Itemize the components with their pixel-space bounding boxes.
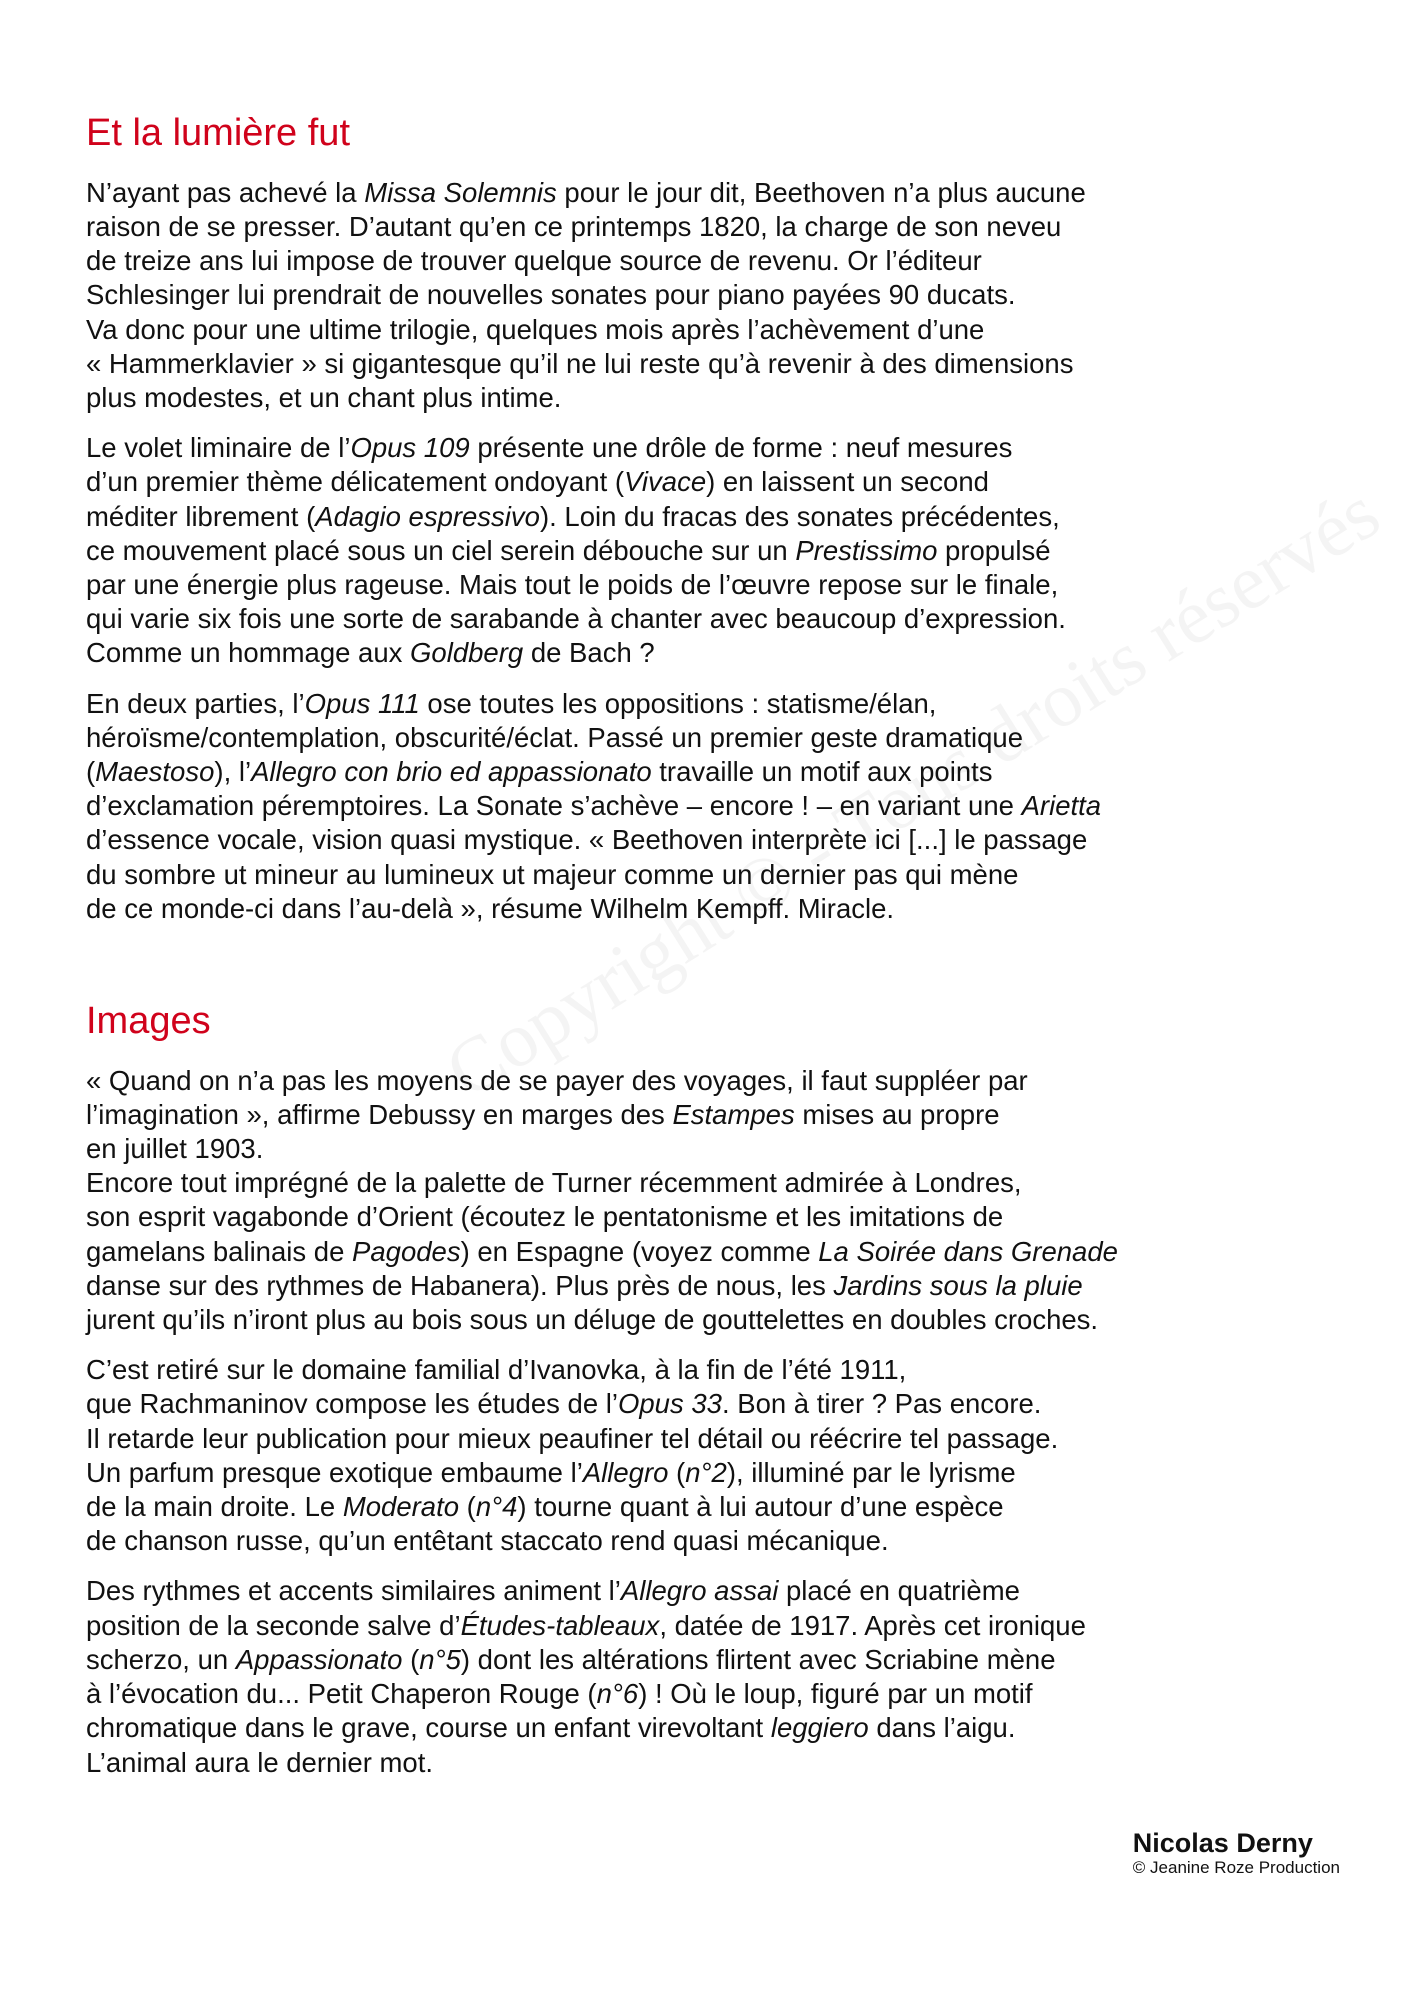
italic-work-title: Allegro	[582, 1456, 669, 1488]
author-name: Nicolas Derny	[1132, 1828, 1313, 1858]
section-images	[86, 1000, 1346, 1780]
text-line: Un parfum presque exotique embaume l’Allegro (n°2), illuminé par le lyrisme	[86, 1456, 1016, 1488]
italic-work-title: Allegro con brio ed appassionato	[251, 755, 652, 787]
text-line: « Quand on n’a pas les moyens de se payer des voyages, il faut suppléer par	[86, 1064, 1028, 1096]
text-line: plus modestes, et un chant plus intime.	[86, 381, 562, 413]
italic-work-title: Opus 33	[617, 1388, 722, 1420]
text-line: d’un premier thème délicatement ondoyant (Vivace) en laissent un second	[86, 466, 989, 498]
paragraph	[86, 431, 1346, 670]
text-line: l’imagination », affirme Debussy en marges des Estampes mises au propre	[86, 1098, 1000, 1130]
italic-work-title: La Soirée dans Grenade	[818, 1235, 1118, 1267]
italic-work-title: n°5	[419, 1643, 461, 1675]
italic-work-title: Vivace	[624, 466, 707, 498]
paragraph	[86, 1064, 1346, 1338]
italic-work-title: Pagodes	[352, 1235, 461, 1267]
section-et-la-lumiere-fut	[86, 112, 1346, 926]
text-line: de la main droite. Le Moderato (n°4) tourne quant à lui autour d’une espèce	[86, 1491, 1004, 1523]
text-line: gamelans balinais de Pagodes) en Espagne (voyez comme La Soirée dans Grenade	[86, 1235, 1118, 1267]
text-line: jurent qu’ils n’iront plus au bois sous un déluge de gouttelettes en doubles croches.	[86, 1304, 1099, 1336]
section-paragraphs	[86, 1064, 1346, 1780]
text-line: L’animal aura le dernier mot.	[86, 1746, 433, 1778]
text-line: scherzo, un Appassionato (n°5) dont les altérations flirtent avec Scriabine mène	[86, 1643, 1056, 1675]
text-line: à l’évocation du... Petit Chaperon Rouge (n°6) ! Où le loup, figuré par un motif	[86, 1678, 1033, 1710]
text-line: (Maestoso), l’Allegro con brio ed appassionato travaille un motif aux points	[86, 755, 993, 787]
paragraph	[86, 687, 1346, 926]
italic-work-title: n°4	[475, 1491, 518, 1523]
italic-work-title: leggiero	[770, 1712, 869, 1744]
text-line: chromatique dans le grave, course un enfant virevoltant leggiero dans l’aigu.	[86, 1712, 1016, 1744]
text-line: de ce monde-ci dans l’au-delà », résume Wilhelm Kempff. Miracle.	[86, 892, 895, 924]
italic-work-title: Moderato	[342, 1491, 460, 1523]
italic-work-title: Opus 109	[350, 432, 470, 464]
italic-work-title: n°6	[596, 1678, 639, 1710]
text-line: qui varie six fois une sorte de sarabande à chanter avec beaucoup d’expression.	[86, 603, 1066, 635]
section-title: Images	[86, 999, 211, 1042]
text-line: Va donc pour une ultime trilogie, quelques mois après l’achèvement d’une	[86, 313, 985, 345]
text-line: C’est retiré sur le domaine familial d’Ivanovka, à la fin de l’été 1911,	[86, 1354, 907, 1386]
italic-work-title: Prestissimo	[795, 534, 938, 566]
text-line: d’exclamation péremptoires. La Sonate s’achève – encore ! – en variant une Arietta	[86, 790, 1102, 822]
italic-work-title: Arietta	[1021, 790, 1102, 822]
signature-block	[1133, 1828, 1340, 1878]
text-line: Il retarde leur publication pour mieux peaufiner tel détail ou réécrire tel passage.	[86, 1422, 1059, 1454]
text-line: héroïsme/contemplation, obscurité/éclat. Passé un premier geste dramatique	[86, 721, 1024, 753]
text-line: de treize ans lui impose de trouver quelque source de revenu. Or l’éditeur	[86, 245, 982, 277]
section-paragraphs	[86, 176, 1346, 926]
italic-work-title: Maestoso	[95, 755, 215, 787]
text-line: Schlesinger lui prendrait de nouvelles sonates pour piano payées 90 ducats.	[86, 279, 1016, 311]
paragraph	[86, 176, 1346, 415]
italic-work-title: n°2	[685, 1456, 727, 1488]
text-line: En deux parties, l’Opus 111 ose toutes les oppositions : statisme/élan,	[86, 687, 937, 719]
text-line: danse sur des rythmes de Habanera). Plus près de nous, les Jardins sous la pluie	[86, 1269, 1083, 1301]
text-line: en juillet 1903.	[86, 1133, 264, 1165]
text-line: par une énergie plus rageuse. Mais tout le poids de l’œuvre repose sur le finale,	[86, 568, 1059, 600]
paragraph	[86, 1574, 1346, 1779]
text-line: son esprit vagabonde d’Orient (écoutez le pentatonisme et les imitations de	[86, 1201, 1004, 1233]
italic-work-title: Estampes	[672, 1098, 795, 1130]
italic-work-title: Appassionato	[235, 1643, 403, 1675]
text-line: de chanson russe, qu’un entêtant staccato rend quasi mécanique.	[86, 1525, 889, 1557]
text-line: raison de se presser. D’autant qu’en ce printemps 1820, la charge de son neveu	[86, 210, 1062, 242]
text-line: Le volet liminaire de l’Opus 109 présente une drôle de forme : neuf mesures	[86, 432, 1013, 464]
italic-work-title: Adagio espressivo	[315, 500, 540, 532]
text-line: ce mouvement placé sous un ciel serein débouche sur un Prestissimo propulsé	[86, 534, 1051, 566]
text-line: N’ayant pas achevé la Missa Solemnis pour le jour dit, Beethoven n’a plus aucune	[86, 176, 1086, 208]
text-line: d’essence vocale, vision quasi mystique. « Beethoven interprète ici [...] le passage	[86, 824, 1088, 856]
italic-work-title: Études-tableaux	[460, 1609, 660, 1641]
italic-work-title: Jardins sous la pluie	[833, 1269, 1083, 1301]
text-line: que Rachmaninov compose les études de l’Opus 33. Bon à tirer ? Pas encore.	[86, 1388, 1042, 1420]
production-credit: © Jeanine Roze Production	[1132, 1858, 1340, 1877]
italic-work-title: Missa Solemnis	[364, 176, 557, 208]
text-line: Des rythmes et accents similaires animent l’Allegro assai placé en quatrième	[86, 1575, 1020, 1607]
italic-work-title: Opus 111	[304, 687, 420, 719]
text-line: « Hammerklavier » si gigantesque qu’il ne lui reste qu’à revenir à des dimensions	[86, 347, 1074, 379]
italic-work-title: Allegro assai	[620, 1575, 779, 1607]
text-line: méditer librement (Adagio espressivo). Loin du fracas des sonates précédentes,	[86, 500, 1060, 532]
text-line: Comme un hommage aux Goldberg de Bach ?	[86, 637, 655, 669]
article-body	[86, 112, 1346, 1796]
paragraph	[86, 1353, 1346, 1558]
text-line: Encore tout imprégné de la palette de Turner récemment admirée à Londres,	[86, 1167, 1022, 1199]
italic-work-title: Goldberg	[410, 637, 524, 669]
text-line: position de la seconde salve d’Études-tableaux, datée de 1917. Après cet ironique	[86, 1609, 1086, 1641]
text-line: du sombre ut mineur au lumineux ut majeur comme un dernier pas qui mène	[86, 858, 1019, 890]
section-title: Et la lumière fut	[86, 112, 350, 154]
